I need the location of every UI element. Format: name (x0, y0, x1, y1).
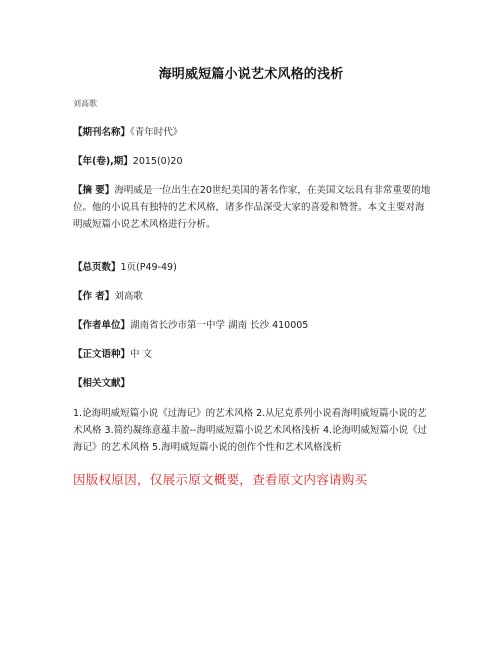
related-label: 【相关文献】 (73, 378, 131, 389)
abstract-field (73, 182, 433, 233)
author-field (73, 288, 433, 305)
unit-field (73, 317, 433, 334)
document-title: 海明威短篇小说艺术风格的浅析 (158, 67, 344, 82)
abstract-value: 海明威是一位出生在20世纪美国的著名作家，在美国文坛具有非常重要的地位。他的小说具有独特的艺术风格，诸多作品深受大家的喜爱和赞誉。本文主要对海明威短篇小说艺术风格进行分析。 (73, 185, 431, 230)
author-value: 刘高歌 (114, 291, 143, 302)
pages-label: 【总页数】 (73, 262, 121, 273)
related-list: 1.论海明威短篇小说《过海记》的艺术风格 2.从尼克系列小说看海明威短篇小说的艺术风格 3.简约凝练意蕴丰盈--海明威短篇小说艺术风格浅析 4.论海明威短篇小说《过海记》的艺术风格 5.海明威短篇小说的创作个性和艺术风格浅析 (73, 408, 428, 453)
pages-value: 1页(P49-49) (120, 262, 177, 273)
unit-value: 湖南省长沙市第一中学 湖南 长沙 410005 (130, 320, 309, 331)
year-value: 2015(0)20 (132, 156, 183, 167)
journal-label: 【期刊名称】 (73, 127, 131, 138)
related-field (73, 375, 433, 392)
unit-label: 【作者单位】 (73, 320, 131, 331)
language-label: 【正文语种】 (73, 349, 131, 360)
language-field (73, 346, 433, 363)
year-label: 【年(卷),期】 (73, 156, 133, 167)
author-line: 刘高歌 (73, 99, 97, 108)
pages-field (73, 259, 433, 276)
author-label: 【作 者】 (73, 291, 115, 302)
journal-field (73, 124, 433, 141)
abstract-label: 【摘 要】 (73, 185, 115, 196)
copyright-notice: 因版权原因，仅展示原文概要，查看原文内容请购买 (73, 472, 368, 487)
journal-value: 《青年时代》 (130, 127, 183, 138)
language-value: 中 文 (130, 349, 153, 360)
year-field (73, 153, 433, 170)
